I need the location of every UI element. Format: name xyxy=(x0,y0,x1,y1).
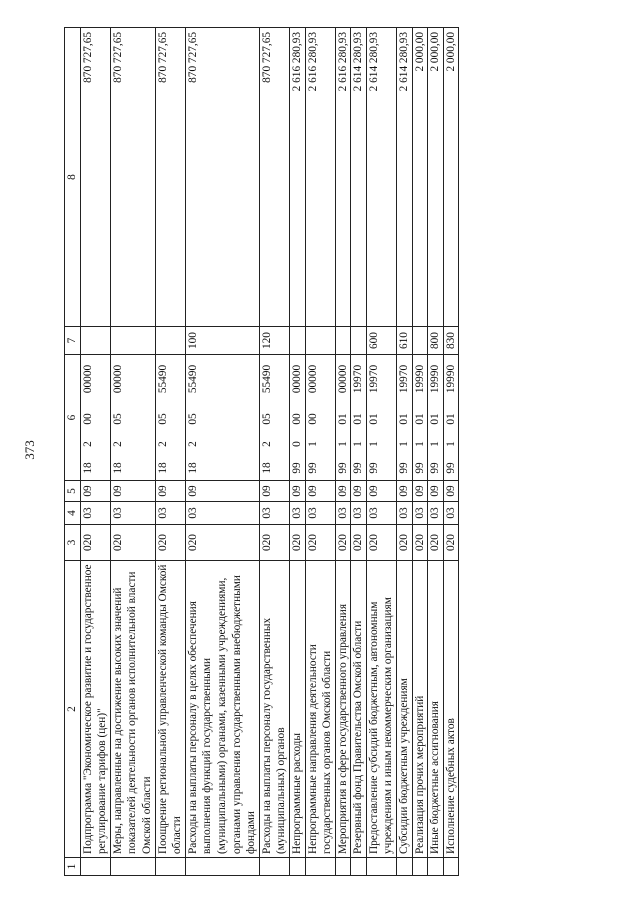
row-number-cell xyxy=(110,858,155,876)
target-article-cell xyxy=(185,355,259,481)
target-article-part: 1 xyxy=(444,441,457,447)
target-article-cell xyxy=(155,355,185,481)
target-article-parts xyxy=(351,357,366,478)
target-article-part: 19970 xyxy=(398,364,411,394)
target-article-part: 1 xyxy=(306,441,319,447)
target-article-cell xyxy=(397,355,413,481)
header-cell: 4 xyxy=(65,502,81,525)
target-article-part: 01 xyxy=(413,413,426,425)
subsection-code-cell: 09 xyxy=(428,481,444,502)
expense-type-cell xyxy=(289,327,305,355)
code-cell: 020 xyxy=(80,525,110,561)
target-article-part: 18 xyxy=(260,462,273,474)
expense-name-cell: Поощрение региональной управленческой команды Омской области xyxy=(155,561,185,858)
table-row xyxy=(185,28,259,876)
target-article-part: 99 xyxy=(290,462,303,474)
target-article-cell xyxy=(110,355,155,481)
target-article-part: 2 xyxy=(81,441,94,447)
row-number-cell xyxy=(428,858,444,876)
table-row xyxy=(110,28,155,876)
target-article-parts xyxy=(444,357,459,478)
target-article-part: 00000 xyxy=(81,364,94,394)
table-row xyxy=(259,28,289,876)
table-row xyxy=(155,28,185,876)
target-article-part: 99 xyxy=(336,462,349,474)
target-article-part: 19990 xyxy=(444,364,457,394)
row-number-cell xyxy=(412,858,428,876)
amount-cell: 870 727,65 xyxy=(110,28,155,327)
expense-type-cell xyxy=(305,327,335,355)
section-code-cell: 03 xyxy=(305,502,335,525)
amount-cell: 870 727,65 xyxy=(80,28,110,327)
row-number-cell xyxy=(397,858,413,876)
subsection-code-cell: 09 xyxy=(443,481,459,502)
target-article-cell xyxy=(335,355,351,481)
target-article-part: 05 xyxy=(186,413,199,425)
expense-name-cell: Меры, направленные на достижение высоких значений показателей деятельности органов исполнительной власти Омской области xyxy=(110,561,155,858)
table-row xyxy=(289,28,305,876)
target-article-part: 55490 xyxy=(260,364,273,394)
target-article-part: 00000 xyxy=(111,364,124,394)
row-number-cell xyxy=(155,858,185,876)
table-row xyxy=(305,28,335,876)
target-article-part: 2 xyxy=(156,441,169,447)
target-article-parts xyxy=(397,357,412,478)
expense-name-cell: Субсидии бюджетным учреждениям xyxy=(397,561,413,858)
code-cell: 020 xyxy=(110,525,155,561)
row-number-cell xyxy=(335,858,351,876)
amount-cell: 2 614 280,93 xyxy=(397,28,413,327)
target-article-part: 18 xyxy=(81,462,94,474)
target-article-part: 99 xyxy=(367,462,380,474)
subsection-code-cell: 09 xyxy=(412,481,428,502)
section-code-cell: 03 xyxy=(428,502,444,525)
target-article-part: 99 xyxy=(444,462,457,474)
table-row xyxy=(351,28,367,876)
target-article-part: 18 xyxy=(156,462,169,474)
subsection-code-cell: 09 xyxy=(351,481,367,502)
code-cell: 020 xyxy=(335,525,351,561)
target-article-cell xyxy=(80,355,110,481)
budget-table-container xyxy=(64,28,584,876)
target-article-parts xyxy=(260,357,275,478)
subsection-code-cell: 09 xyxy=(335,481,351,502)
expense-name-cell: Подпрограмма "Экономическое развитие и государственное регулирование тарифов (цен)" xyxy=(80,561,110,858)
target-article-parts xyxy=(336,357,351,478)
section-code-cell: 03 xyxy=(351,502,367,525)
header-cell: 6 xyxy=(65,355,81,481)
target-article-part: 00 xyxy=(306,413,319,425)
target-article-parts xyxy=(111,357,126,478)
header-cell: 7 xyxy=(65,327,81,355)
code-cell: 020 xyxy=(289,525,305,561)
section-code-cell: 03 xyxy=(259,502,289,525)
target-article-part: 18 xyxy=(111,462,124,474)
section-code-cell: 03 xyxy=(335,502,351,525)
target-article-part: 19970 xyxy=(352,364,365,394)
target-article-parts xyxy=(306,357,321,478)
row-number-cell xyxy=(305,858,335,876)
target-article-cell xyxy=(351,355,367,481)
target-article-parts xyxy=(186,357,201,478)
expense-type-cell xyxy=(110,327,155,355)
target-article-part: 2 xyxy=(186,441,199,447)
amount-cell: 870 727,65 xyxy=(259,28,289,327)
target-article-part: 01 xyxy=(352,413,365,425)
row-number-cell xyxy=(259,858,289,876)
target-article-cell xyxy=(259,355,289,481)
target-article-parts xyxy=(290,357,305,478)
expense-name-cell: Реализация прочих мероприятий xyxy=(412,561,428,858)
target-article-part: 19970 xyxy=(367,364,380,394)
target-article-cell xyxy=(289,355,305,481)
expense-type-cell xyxy=(412,327,428,355)
table-row xyxy=(335,28,351,876)
expense-name-cell: Непрограммные направления деятельности государственных органов Омской области xyxy=(305,561,335,858)
target-article-part: 00000 xyxy=(336,364,349,394)
amount-cell: 870 727,65 xyxy=(155,28,185,327)
target-article-part: 00000 xyxy=(290,364,303,394)
budget-table xyxy=(64,27,459,876)
row-number-cell xyxy=(289,858,305,876)
row-number-cell xyxy=(185,858,259,876)
expense-name-cell: Непрограммные расходы xyxy=(289,561,305,858)
target-article-part: 19990 xyxy=(413,364,426,394)
target-article-parts xyxy=(413,357,428,478)
section-code-cell: 03 xyxy=(80,502,110,525)
table-row xyxy=(412,28,428,876)
row-number-cell xyxy=(443,858,459,876)
table-row xyxy=(80,28,110,876)
code-cell: 020 xyxy=(397,525,413,561)
target-article-part: 01 xyxy=(367,413,380,425)
code-cell: 020 xyxy=(305,525,335,561)
target-article-part: 2 xyxy=(111,441,124,447)
subsection-code-cell: 09 xyxy=(110,481,155,502)
code-cell: 020 xyxy=(366,525,396,561)
target-article-part: 99 xyxy=(352,462,365,474)
code-cell: 020 xyxy=(412,525,428,561)
target-article-part: 1 xyxy=(413,441,426,447)
section-code-cell: 03 xyxy=(289,502,305,525)
section-code-cell: 03 xyxy=(443,502,459,525)
code-cell: 020 xyxy=(351,525,367,561)
section-code-cell: 03 xyxy=(185,502,259,525)
header-cell: 5 xyxy=(65,481,81,502)
row-number-cell xyxy=(366,858,396,876)
expense-type-cell: 610 xyxy=(397,327,413,355)
expense-name-cell: Исполнение судебных актов xyxy=(443,561,459,858)
amount-cell: 2 000,00 xyxy=(443,28,459,327)
subsection-code-cell: 09 xyxy=(366,481,396,502)
expense-type-cell xyxy=(155,327,185,355)
target-article-part: 99 xyxy=(398,462,411,474)
amount-cell: 2 616 280,93 xyxy=(335,28,351,327)
table-row xyxy=(443,28,459,876)
header-cell: 2 xyxy=(65,561,81,858)
target-article-part: 18 xyxy=(186,462,199,474)
target-article-part: 01 xyxy=(444,413,457,425)
target-article-part: 1 xyxy=(352,441,365,447)
target-article-part: 2 xyxy=(260,441,273,447)
section-code-cell: 03 xyxy=(412,502,428,525)
target-article-cell xyxy=(305,355,335,481)
header-cell: 1 xyxy=(65,858,81,876)
table-row xyxy=(397,28,413,876)
target-article-parts xyxy=(81,357,96,478)
expense-name-cell: Расходы на выплаты персоналу в целях обеспечения выполнения функций государственными (муниципальными) органами, казенными учреждениями, органами управления государственными внебюджетными фондами xyxy=(185,561,259,858)
target-article-part: 00000 xyxy=(306,364,319,394)
header-row xyxy=(65,28,81,876)
row-number-cell xyxy=(351,858,367,876)
expense-type-cell: 120 xyxy=(259,327,289,355)
target-article-part: 55490 xyxy=(156,364,169,394)
target-article-part: 01 xyxy=(429,413,442,425)
amount-cell: 2 614 280,93 xyxy=(351,28,367,327)
target-article-part: 19990 xyxy=(429,364,442,394)
target-article-cell xyxy=(412,355,428,481)
expense-name-cell: Иные бюджетные ассигнования xyxy=(428,561,444,858)
code-cell: 020 xyxy=(259,525,289,561)
target-article-part: 01 xyxy=(336,413,349,425)
subsection-code-cell: 09 xyxy=(185,481,259,502)
target-article-cell xyxy=(366,355,396,481)
expense-type-cell: 800 xyxy=(428,327,444,355)
subsection-code-cell: 09 xyxy=(397,481,413,502)
amount-cell: 2 000,00 xyxy=(412,28,428,327)
row-number-cell xyxy=(80,858,110,876)
amount-cell: 2 616 280,93 xyxy=(289,28,305,327)
section-code-cell: 03 xyxy=(110,502,155,525)
amount-cell: 2 000,00 xyxy=(428,28,444,327)
expense-type-cell xyxy=(80,327,110,355)
target-article-part: 1 xyxy=(398,441,411,447)
target-article-part: 99 xyxy=(413,462,426,474)
code-cell: 020 xyxy=(155,525,185,561)
target-article-part: 05 xyxy=(156,413,169,425)
subsection-code-cell: 09 xyxy=(80,481,110,502)
target-article-part: 1 xyxy=(336,441,349,447)
expense-type-cell xyxy=(351,327,367,355)
subsection-code-cell: 09 xyxy=(289,481,305,502)
amount-cell: 2 616 280,93 xyxy=(305,28,335,327)
target-article-part: 1 xyxy=(367,441,380,447)
subsection-code-cell: 09 xyxy=(155,481,185,502)
target-article-cell xyxy=(428,355,444,481)
table-row xyxy=(366,28,396,876)
target-article-part: 05 xyxy=(260,413,273,425)
target-article-part: 0 xyxy=(290,441,303,447)
target-article-part: 00 xyxy=(81,413,94,425)
expense-name-cell: Предоставление субсидий бюджетным, автономным учреждениям и иным некоммерческим организациям xyxy=(366,561,396,858)
target-article-part: 05 xyxy=(111,413,124,425)
page-number: 373 xyxy=(22,440,37,460)
target-article-part: 1 xyxy=(429,441,442,447)
target-article-cell xyxy=(443,355,459,481)
target-article-parts xyxy=(156,357,171,478)
target-article-part: 00 xyxy=(290,413,303,425)
table-row xyxy=(428,28,444,876)
header-cell: 3 xyxy=(65,525,81,561)
amount-cell: 2 614 280,93 xyxy=(366,28,396,327)
target-article-part: 99 xyxy=(306,462,319,474)
target-article-parts xyxy=(367,357,382,478)
expense-name-cell: Расходы на выплаты персоналу государственных (муниципальных) органов xyxy=(259,561,289,858)
expense-name-cell: Резервный фонд Правительства Омской области xyxy=(351,561,367,858)
target-article-part: 55490 xyxy=(186,364,199,394)
header-cell: 8 xyxy=(65,28,81,327)
code-cell: 020 xyxy=(185,525,259,561)
section-code-cell: 03 xyxy=(397,502,413,525)
code-cell: 020 xyxy=(443,525,459,561)
target-article-part: 99 xyxy=(429,462,442,474)
expense-type-cell: 830 xyxy=(443,327,459,355)
section-code-cell: 03 xyxy=(366,502,396,525)
code-cell: 020 xyxy=(428,525,444,561)
expense-type-cell xyxy=(335,327,351,355)
expense-name-cell: Мероприятия в сфере государственного управления xyxy=(335,561,351,858)
subsection-code-cell: 09 xyxy=(259,481,289,502)
amount-cell: 870 727,65 xyxy=(185,28,259,327)
target-article-parts xyxy=(428,357,443,478)
expense-type-cell: 100 xyxy=(185,327,259,355)
expense-type-cell: 600 xyxy=(366,327,396,355)
subsection-code-cell: 09 xyxy=(305,481,335,502)
target-article-part: 01 xyxy=(398,413,411,425)
section-code-cell: 03 xyxy=(155,502,185,525)
